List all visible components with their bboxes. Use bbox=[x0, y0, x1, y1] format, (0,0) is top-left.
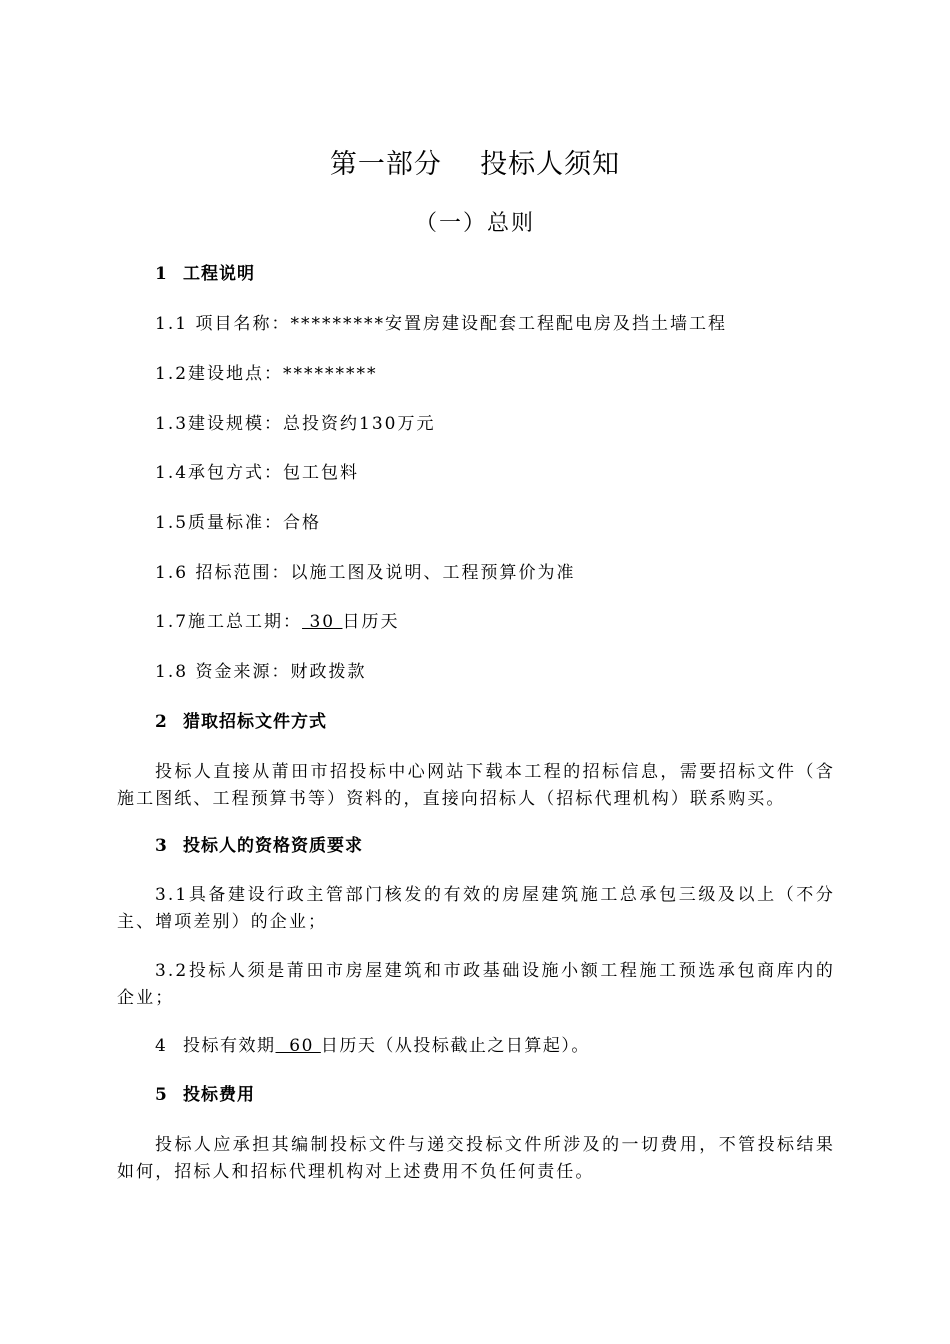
document-subtitle: （一）总则 bbox=[414, 211, 535, 236]
section-1-heading bbox=[155, 262, 255, 286]
item-1-7-unit: 日历天 bbox=[342, 612, 400, 632]
section-1-number: 1 bbox=[155, 264, 168, 284]
section-3-number: 3 bbox=[155, 836, 168, 856]
item-1-7-label: 1.7施工总工期： bbox=[155, 612, 303, 632]
section-3-2-paragraph: 3.2投标人须是莆田市房屋建筑和市政基础设施小额工程施工预选承包商库内的企业； bbox=[117, 961, 835, 1008]
section-5-title: 投标费用 bbox=[183, 1085, 255, 1105]
section-1-title: 工程说明 bbox=[183, 264, 255, 284]
document-title: 第一部分 投标人须知 bbox=[329, 149, 621, 180]
item-1-8: 1.8 资金来源：财政拨款 bbox=[155, 662, 367, 682]
validity-suffix: 日历天（从投标截止之日算起）。 bbox=[320, 1036, 590, 1056]
item-1-4: 1.4承包方式：包工包料 bbox=[155, 463, 360, 483]
section-3-1-paragraph: 3.1具备建设行政主管部门核发的有效的房屋建筑施工总承包三级及以上（不分主、增项差别）的企业； bbox=[117, 885, 835, 932]
item-1-6: 1.6 招标范围：以施工图及说明、工程预算价为准 bbox=[155, 563, 576, 583]
section-2-number: 2 bbox=[155, 712, 168, 732]
section-4-line bbox=[155, 1034, 590, 1058]
item-1-5: 1.5质量标准：合格 bbox=[155, 513, 322, 533]
section-5-heading bbox=[155, 1083, 255, 1107]
section-2-paragraph: 投标人直接从莆田市招投标中心网站下载本工程的招标信息，需要招标文件（含施工图纸、工程预算书等）资料的，直接向招标人（招标代理机构）联系购买。 bbox=[117, 762, 835, 809]
section-2-title: 猎取招标文件方式 bbox=[183, 712, 327, 732]
validity-value: 60 bbox=[275, 1036, 321, 1056]
section-5-number: 5 bbox=[155, 1085, 168, 1105]
item-1-3: 1.3建设规模：总投资约130万元 bbox=[155, 414, 436, 434]
section-3-heading bbox=[155, 834, 363, 858]
section-3-title: 投标人的资格资质要求 bbox=[183, 836, 363, 856]
validity-label: 投标有效期 bbox=[183, 1036, 276, 1056]
item-1-2: 1.2建设地点：********* bbox=[155, 364, 378, 384]
construction-period-value: 30 bbox=[302, 612, 343, 632]
section-5-paragraph: 投标人应承担其编制投标文件与递交投标文件所涉及的一切费用，不管投标结果如何，招标人和招标代理机构对上述费用不负任何责任。 bbox=[117, 1135, 835, 1182]
item-1-7 bbox=[155, 610, 400, 634]
item-1-1: 1.1 项目名称：*********安置房建设配套工程配电房及挡土墙工程 bbox=[155, 314, 727, 334]
section-2-heading bbox=[155, 710, 327, 734]
section-4-number: 4 bbox=[155, 1036, 168, 1056]
